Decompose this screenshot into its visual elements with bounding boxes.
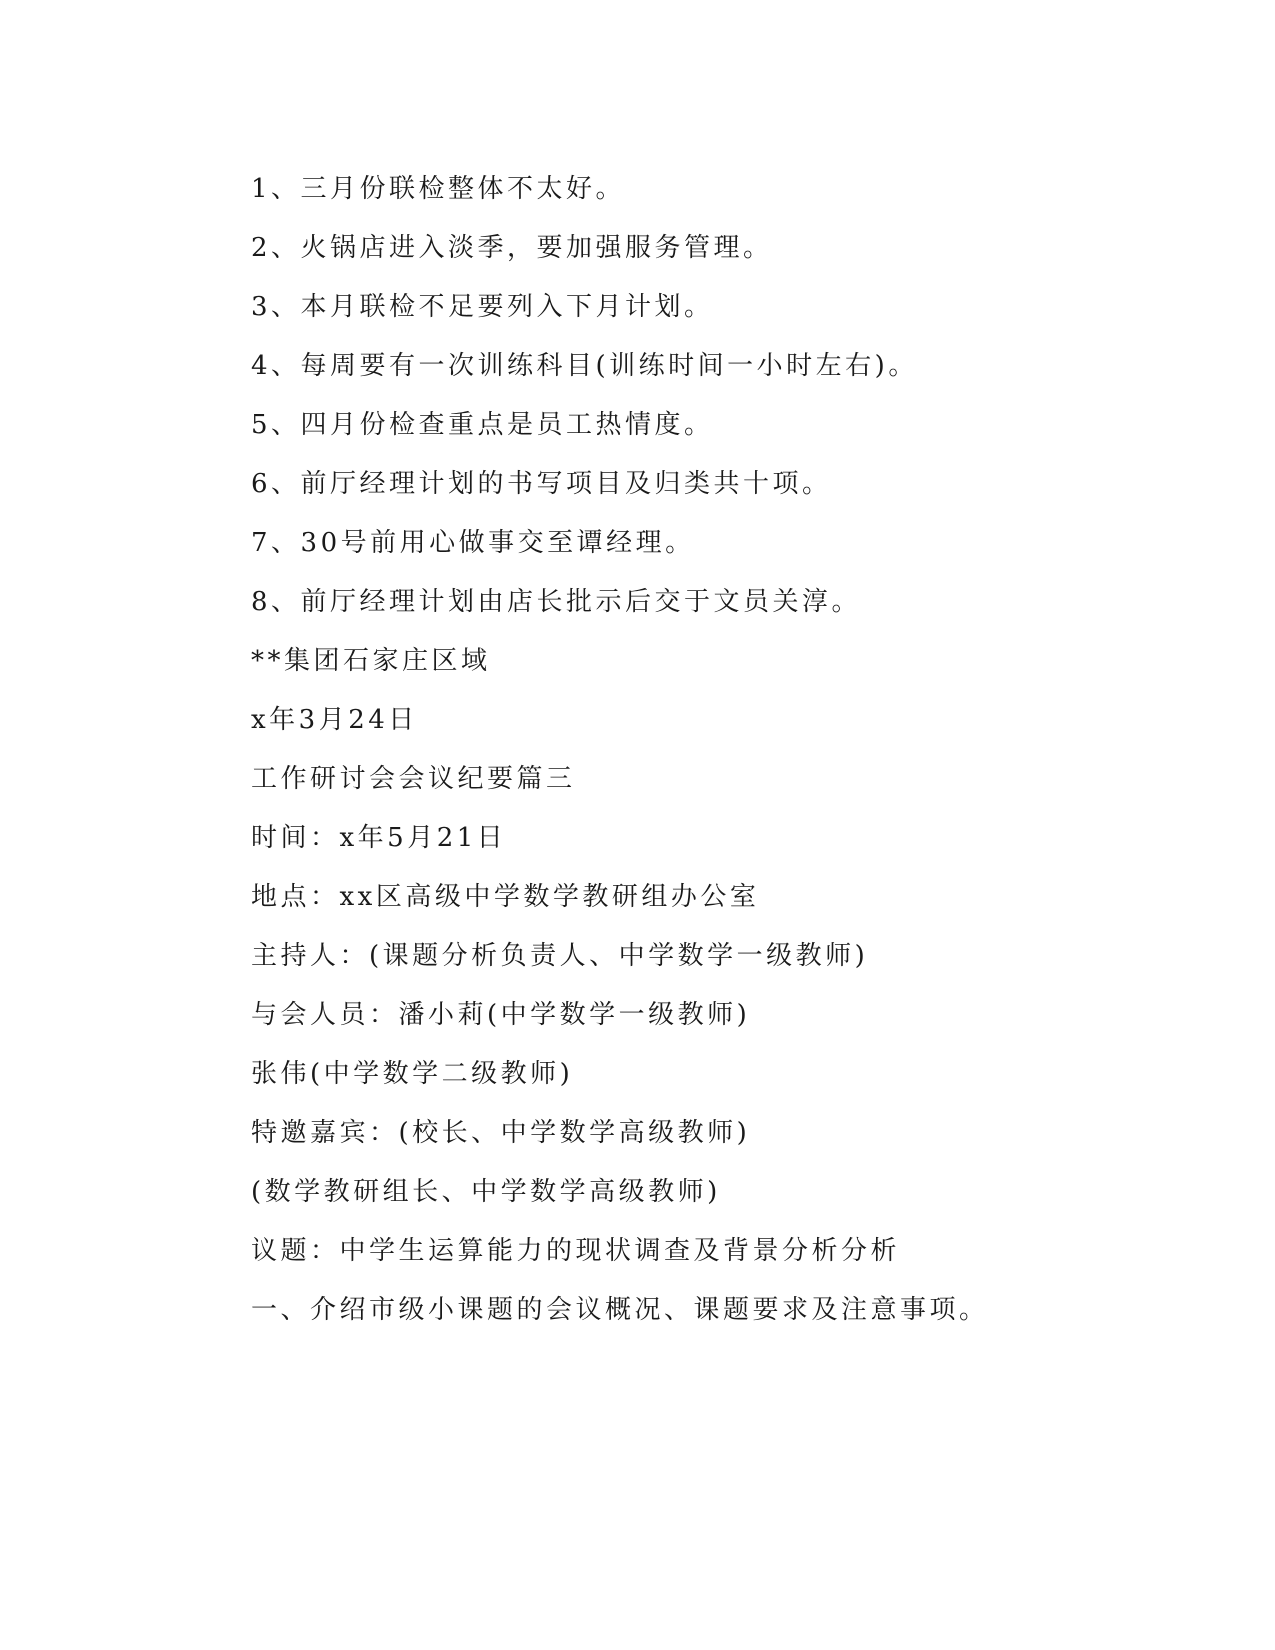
meeting-guest-extra: (数学教研组长、中学数学高级教师) — [251, 1177, 721, 1207]
meeting-time: 时间：x年5月21日 — [251, 823, 507, 853]
list-item-1: 1、三月份联检整体不太好。 — [251, 174, 626, 204]
list-item-8: 8、前厅经理计划由店长批示后交于文员关淳。 — [251, 587, 862, 617]
signature-date: x年3月24日 — [251, 705, 418, 735]
signature-organization: **集团石家庄区域 — [251, 646, 491, 676]
document-body — [251, 160, 1201, 1340]
meeting-guests: 特邀嘉宾：(校长、中学数学高级教师) — [251, 1118, 751, 1148]
meeting-location: 地点：xx区高级中学数学教研组办公室 — [251, 882, 760, 912]
meeting-topic: 议题：中学生运算能力的现状调查及背景分析分析 — [251, 1236, 901, 1266]
section-title: 工作研讨会会议纪要篇三 — [251, 764, 576, 794]
meeting-attendees: 与会人员：潘小莉(中学数学一级教师) — [251, 1000, 751, 1030]
list-item-7: 7、30号前用心做事交至谭经理。 — [251, 528, 695, 558]
list-item-2: 2、火锅店进入淡季，要加强服务管理。 — [251, 233, 773, 263]
meeting-attendee-extra: 张伟(中学数学二级教师) — [251, 1059, 574, 1089]
list-item-5: 5、四月份检查重点是员工热情度。 — [251, 410, 714, 440]
list-item-6: 6、前厅经理计划的书写项目及归类共十项。 — [251, 469, 832, 499]
list-item-3: 3、本月联检不足要列入下月计划。 — [251, 292, 714, 322]
list-item-4: 4、每周要有一次训练科目(训练时间一小时左右)。 — [251, 351, 918, 381]
agenda-item-1: 一、介绍市级小课题的会议概况、课题要求及注意事项。 — [251, 1295, 989, 1325]
meeting-host: 主持人：(课题分析负责人、中学数学一级教师) — [251, 941, 869, 971]
